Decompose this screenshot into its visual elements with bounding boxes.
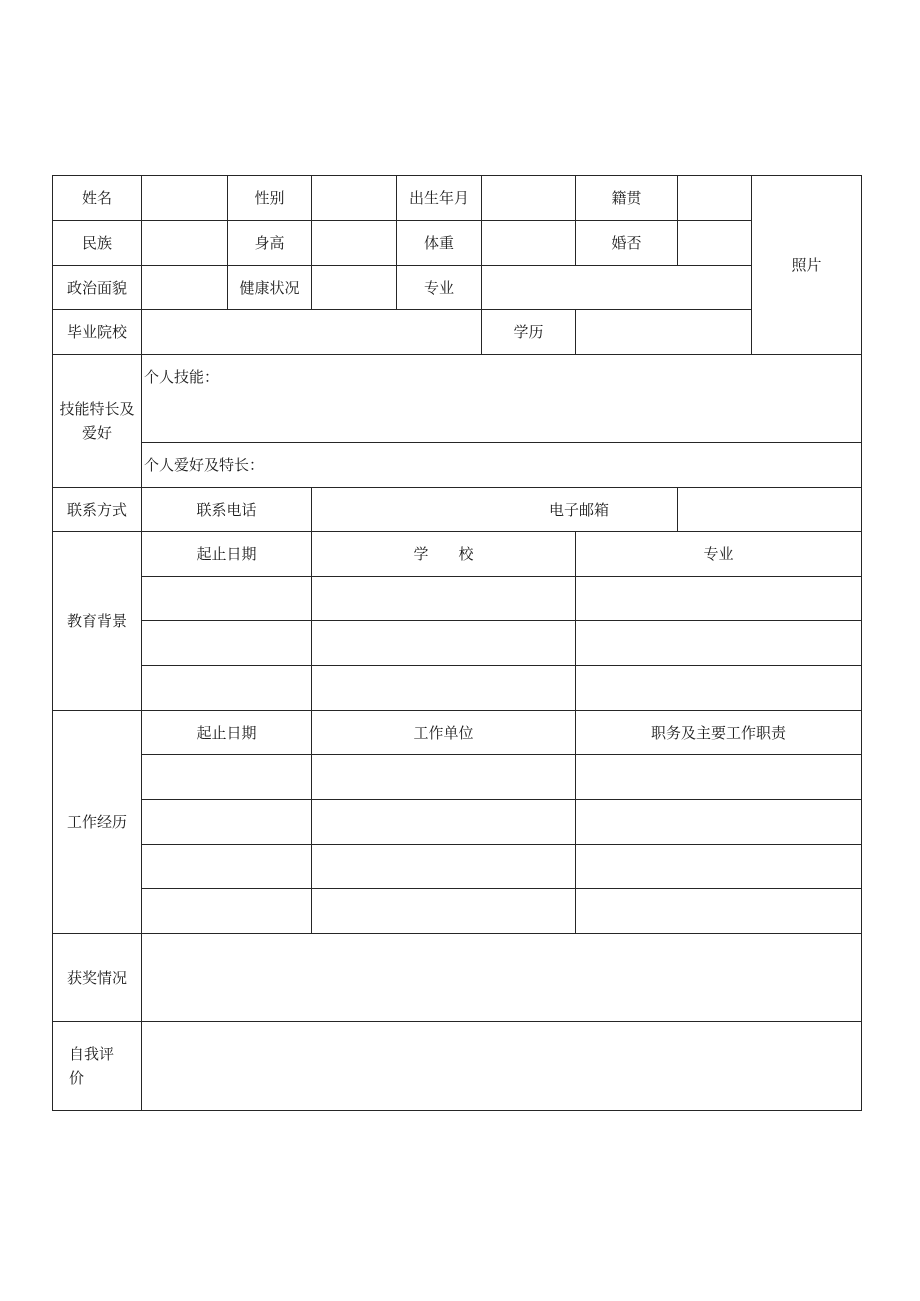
work-header-date: 起止日期 xyxy=(141,710,312,755)
school-label: 毕业院校 xyxy=(52,309,142,355)
table-row[interactable] xyxy=(141,576,312,621)
table-row[interactable] xyxy=(575,665,862,711)
hobbies-label: 个人爱好及特长： xyxy=(144,456,265,474)
table-row[interactable] xyxy=(575,754,862,800)
skills-label: 技能特长及爱好 xyxy=(52,354,142,488)
table-row[interactable] xyxy=(311,576,576,621)
table-row[interactable] xyxy=(141,799,312,845)
health-label: 健康状况 xyxy=(227,265,312,310)
edu-header-school: 学 校 xyxy=(311,531,576,577)
edu-header-major: 专业 xyxy=(575,531,862,577)
name-label: 姓名 xyxy=(52,175,142,221)
table-row[interactable] xyxy=(311,620,576,666)
contact-label: 联系方式 xyxy=(52,487,142,532)
height-label: 身高 xyxy=(227,220,312,266)
major-label: 专业 xyxy=(396,265,482,310)
table-row[interactable] xyxy=(311,844,576,889)
table-row[interactable] xyxy=(311,665,576,711)
table-row[interactable] xyxy=(311,799,576,845)
table-row[interactable] xyxy=(141,665,312,711)
table-row[interactable] xyxy=(575,799,862,845)
email-label: 电子邮箱 xyxy=(548,500,609,519)
awards-field[interactable] xyxy=(141,933,862,1022)
edu-header-date: 起止日期 xyxy=(141,531,312,577)
table-row[interactable] xyxy=(141,754,312,800)
table-row[interactable] xyxy=(311,754,576,800)
name-field[interactable] xyxy=(141,175,228,221)
table-row[interactable] xyxy=(575,620,862,666)
self-eval-label: 自我评价 xyxy=(52,1021,142,1111)
table-row[interactable] xyxy=(575,576,862,621)
birth-label: 出生年月 xyxy=(396,175,482,221)
work-label: 工作经历 xyxy=(52,710,142,934)
birth-field[interactable] xyxy=(481,175,576,221)
table-row[interactable] xyxy=(575,888,862,934)
gender-label: 性别 xyxy=(227,175,312,221)
native-field[interactable] xyxy=(677,175,752,221)
awards-label: 获奖情况 xyxy=(52,933,142,1022)
marital-field[interactable] xyxy=(677,220,752,266)
personal-skills-field[interactable] xyxy=(141,354,862,443)
table-row[interactable] xyxy=(311,888,576,934)
education-label: 教育背景 xyxy=(52,531,142,711)
phone-field[interactable] xyxy=(311,487,678,532)
marital-label: 婚否 xyxy=(575,220,678,266)
personal-skills-label: 个人技能： xyxy=(144,368,220,386)
table-row[interactable] xyxy=(141,620,312,666)
weight-label: 体重 xyxy=(396,220,482,266)
health-field[interactable] xyxy=(311,265,397,310)
political-label: 政治面貌 xyxy=(52,265,142,310)
degree-label: 学历 xyxy=(481,309,576,355)
table-row[interactable] xyxy=(141,888,312,934)
phone-label: 联系电话 xyxy=(141,487,312,532)
height-field[interactable] xyxy=(311,220,397,266)
table-row[interactable] xyxy=(141,844,312,889)
weight-field[interactable] xyxy=(481,220,576,266)
work-header-company: 工作单位 xyxy=(311,710,576,755)
ethnic-label: 民族 xyxy=(52,220,142,266)
table-row[interactable] xyxy=(575,844,862,889)
native-label: 籍贯 xyxy=(575,175,678,221)
hobbies-field[interactable] xyxy=(141,442,862,488)
work-header-duties: 职务及主要工作职责 xyxy=(575,710,862,755)
self-eval-field[interactable] xyxy=(141,1021,862,1111)
ethnic-field[interactable] xyxy=(141,220,228,266)
email-field[interactable] xyxy=(677,487,862,532)
major-field[interactable] xyxy=(481,265,752,310)
photo-box[interactable]: 照片 xyxy=(751,175,862,355)
degree-field[interactable] xyxy=(575,309,752,355)
school-field[interactable] xyxy=(141,309,482,355)
gender-field[interactable] xyxy=(311,175,397,221)
political-field[interactable] xyxy=(141,265,228,310)
